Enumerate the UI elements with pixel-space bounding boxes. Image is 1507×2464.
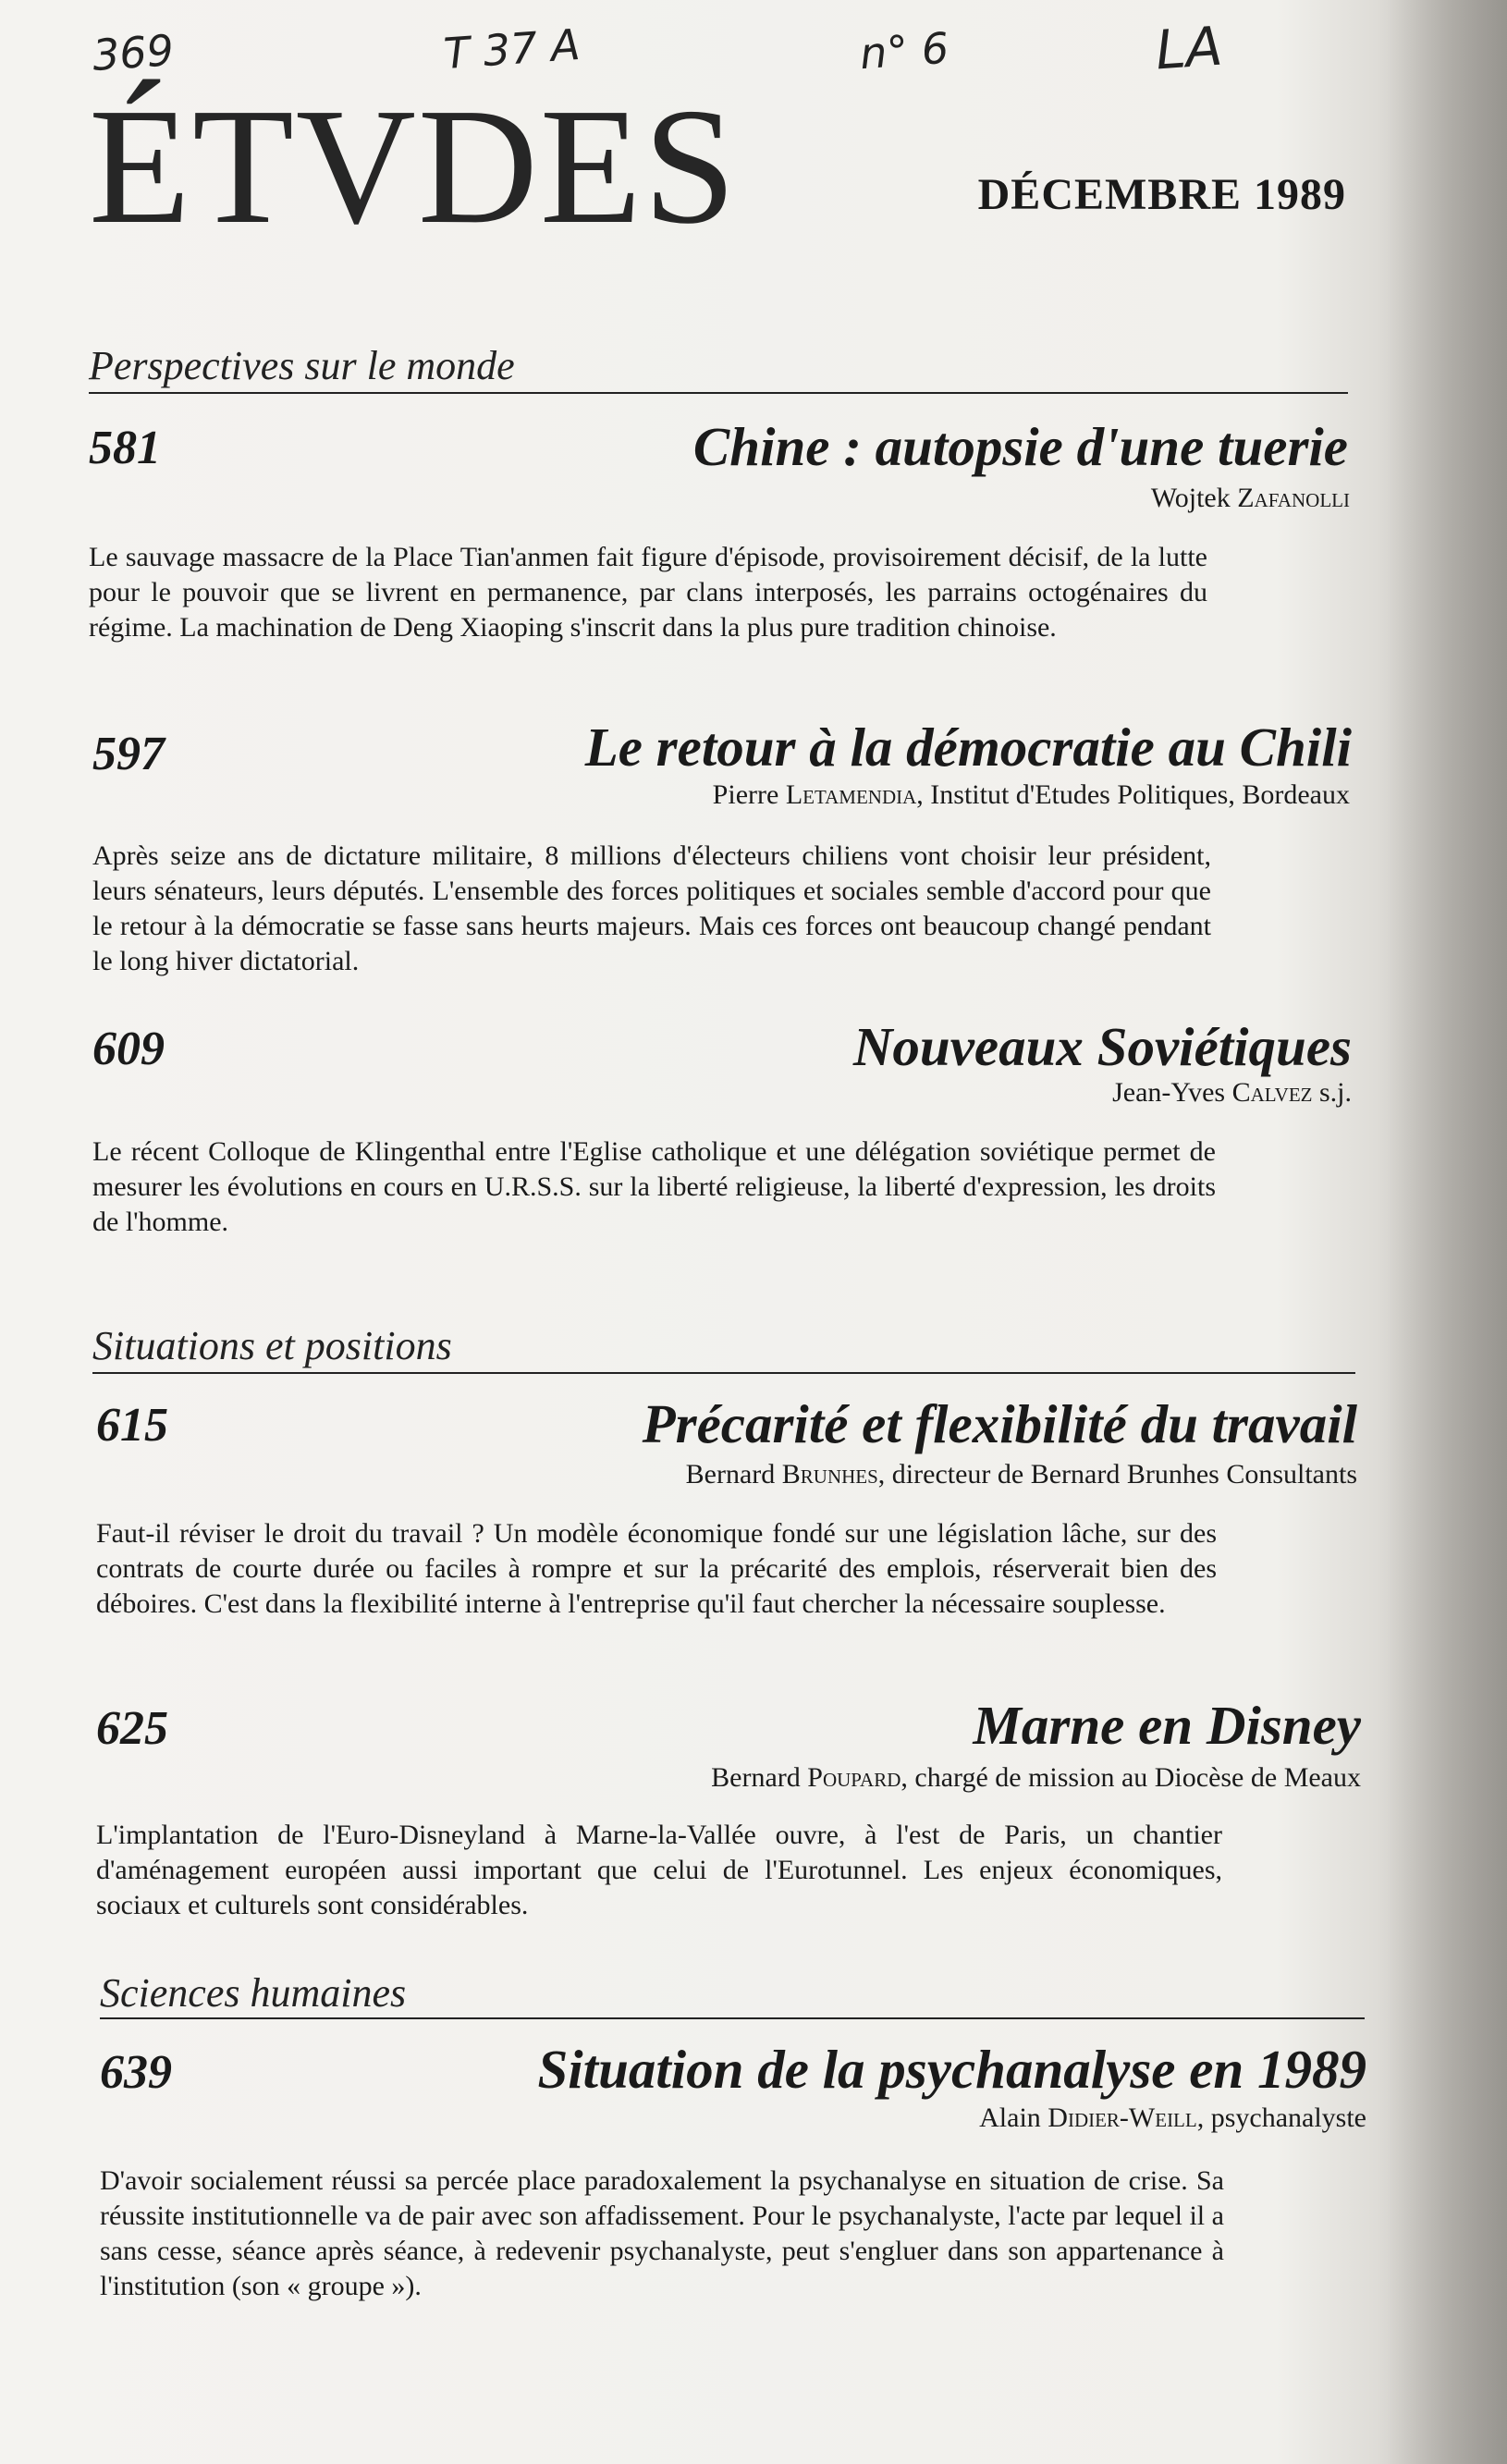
- article-page-number: 609: [92, 1023, 165, 1075]
- article-summary: Le récent Colloque de Klingenthal entre l'Eglise catholique et une délégation soviétique permet de mesurer les évolutions en cours en U.R.S.S. sur la liberté religieuse, la liberté d'expression, les droits de l'homme.: [92, 1136, 1216, 1237]
- author-last-name: Poupard: [807, 1762, 901, 1793]
- handwritten-note-1: 369: [91, 25, 176, 80]
- article-author: [713, 779, 1350, 811]
- section-heading: Perspectives sur le monde: [89, 343, 515, 388]
- article-page-number: 625: [96, 1702, 168, 1755]
- author-last-name: Calvez: [1231, 1077, 1313, 1108]
- author-last-name: Zafanolli: [1237, 483, 1350, 513]
- issue-date: DÉCEMBRE 1989: [977, 170, 1346, 219]
- author-first-name: Wojtek: [1150, 483, 1231, 513]
- author-first-name: Pierre: [712, 779, 779, 810]
- article-page-number: 581: [89, 422, 161, 474]
- article-title: Le retour à la démocratie au Chili: [584, 717, 1352, 778]
- handwritten-note-4: LA: [1153, 14, 1225, 82]
- section-rule: [89, 392, 1348, 394]
- author-first-name: Bernard: [711, 1762, 801, 1793]
- article-summary: Faut-il réviser le droit du travail ? Un modèle économique fondé sur une législation lâche, sur des contrats de courte durée ou faciles à rompre et sur la précarité des emplois, réserverait bien des déboires. C'est dans la flexibilité interne à l'entreprise qu'il faut chercher la nécessaire souplesse.: [96, 1518, 1217, 1619]
- author-affiliation: , Institut d'Etudes Politiques, Bordeaux: [916, 779, 1350, 810]
- article-title: Marne en Disney: [973, 1695, 1361, 1756]
- article-title: Nouveaux Soviétiques: [852, 1016, 1352, 1077]
- article-summary: Le sauvage massacre de la Place Tian'anmen fait figure d'épisode, provisoirement décisif, de la lutte pour le pouvoir que se livrent en permanence, par clans interposés, les parrains octogénaires du régime. La machination de Deng Xiaoping s'inscrit dans la plus pure tradition chinoise.: [89, 542, 1207, 643]
- section-rule: [92, 1372, 1355, 1374]
- page-edge-shadow: [1378, 0, 1507, 2464]
- journal-title: ÉTVDES: [89, 74, 738, 258]
- author-last-name: Brunhes: [781, 1459, 878, 1489]
- article-author: [686, 1459, 1357, 1490]
- handwritten-note-3: n° 6: [858, 22, 950, 80]
- author-first-name: Bernard: [685, 1459, 776, 1489]
- author-affiliation: , chargé de mission au Diocèse de Meaux: [901, 1762, 1361, 1793]
- article-author: [711, 1762, 1361, 1794]
- article-page-number: 639: [100, 2046, 172, 2099]
- article-summary: Après seize ans de dictature militaire, 8 millions d'électeurs chiliens vont choisir leur président, leurs sénateurs, leurs députés. L'ensemble des forces politiques et sociales semble d'accord pour que le retour à la démocratie se fasse sans heurts majeurs. Mais ces forces ont beaucoup changé pendant le long hiver dictatorial.: [92, 840, 1211, 976]
- author-affiliation: , psychanalyste: [1196, 2102, 1366, 2133]
- article-page-number: 615: [96, 1399, 168, 1452]
- author-last-name: Didier-Weill: [1048, 2102, 1197, 2133]
- article-author: [979, 2102, 1366, 2134]
- author-affiliation: , directeur de Bernard Brunhes Consultants: [877, 1459, 1357, 1489]
- article-author: [1112, 1077, 1352, 1109]
- handwritten-note-2: T 37 A: [442, 18, 582, 80]
- section-rule: [100, 2017, 1365, 2019]
- article-summary: D'avoir socialement réussi sa percée place paradoxalement la psychanalyse en situation de crise. Sa réussite institutionnelle va de pair avec son affadissement. Pour le psychanalyste, l'acte par lequel il a sans cesse, séance après séance, à redevenir psychanalyste, peut s'engluer dans son appartenance à l'institution (son « groupe »).: [100, 2165, 1224, 2301]
- author-first-name: Jean-Yves: [1112, 1077, 1226, 1108]
- author-first-name: Alain: [979, 2102, 1041, 2133]
- section-heading: Situations et positions: [92, 1323, 452, 1368]
- article-author: [1151, 483, 1350, 514]
- article-summary: L'implantation de l'Euro-Disneyland à Marne-la-Vallée ouvre, à l'est de Paris, un chantier d'aménagement européen aussi important que celui de l'Eurotunnel. Les enjeux économiques, sociaux et culturels sont considérables.: [96, 1820, 1222, 1920]
- author-affiliation: s.j.: [1312, 1077, 1352, 1108]
- article-title: Chine : autopsie d'une tuerie: [692, 416, 1348, 477]
- article-page-number: 597: [92, 728, 165, 780]
- author-last-name: Letamendia: [785, 779, 917, 810]
- section-heading: Sciences humaines: [100, 1970, 407, 2016]
- article-title: Précarité et flexibilité du travail: [642, 1393, 1357, 1454]
- article-title: Situation de la psychanalyse en 1989: [537, 2039, 1366, 2100]
